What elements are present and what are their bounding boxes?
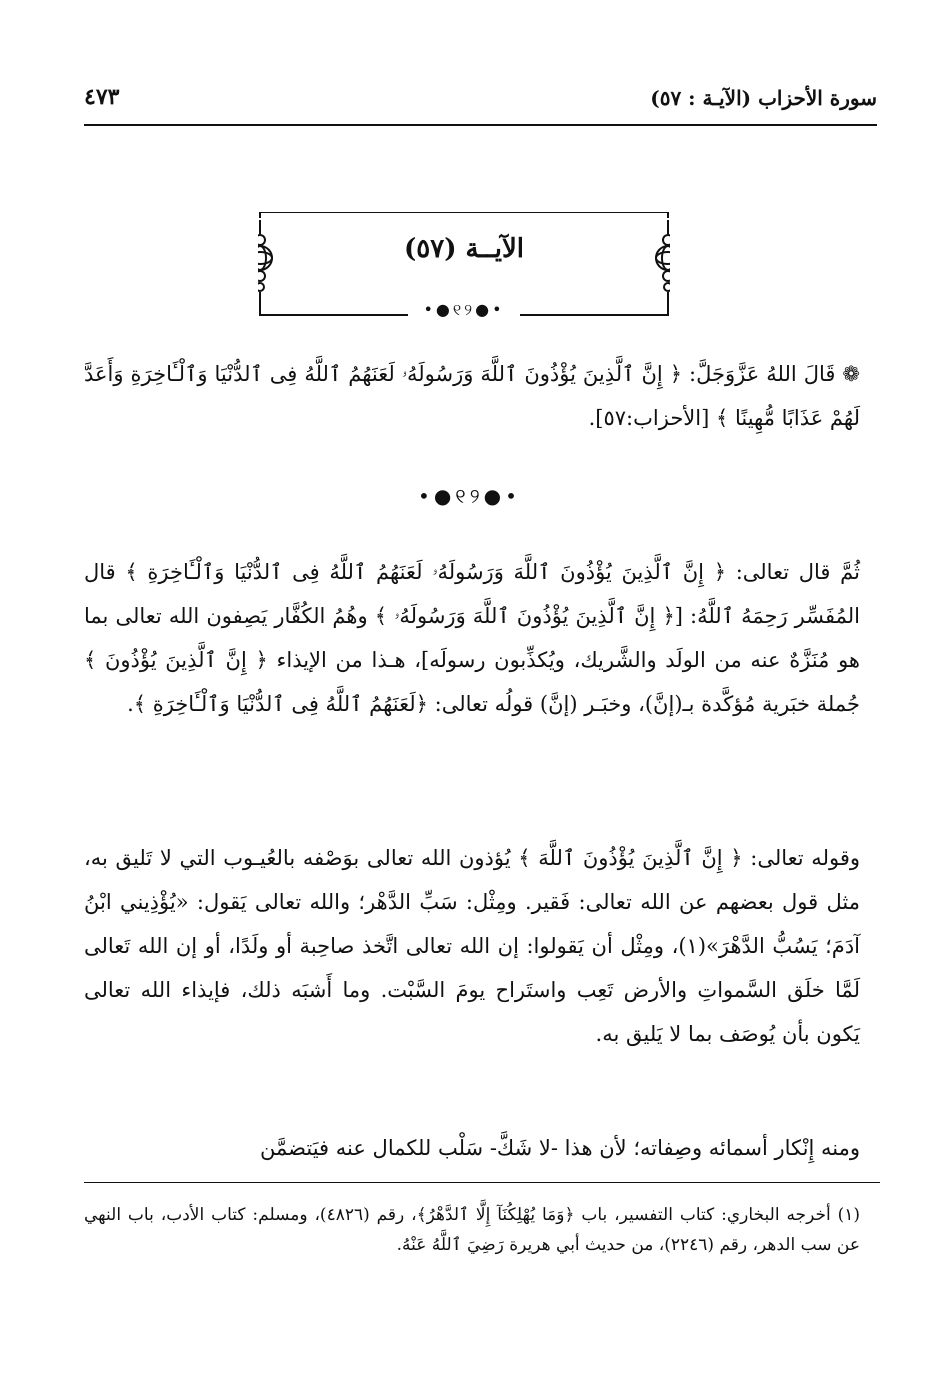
footnote: (١) أخرجه البخاري: كتاب التفسير، باب ﴿وَمَا يُهْلِكُنَآ إِلَّا ٱلدَّهْرُ﴾، رقم (٤٨٢٦)، ومسلم: كتاب الأدب، باب النهي عن سب الدهر، رقم (٢٢٤٦)، من حديث أبي هريرة رَضِيَ ٱللَّهُ عَنْهُ. [84, 1205, 860, 1255]
surah-title: سورة الأحزاب (الآيـة : ٥٧) [650, 86, 877, 110]
page-number: ٤٧٣ [84, 84, 120, 110]
footnote-divider [84, 1182, 880, 1183]
quran-quote: ❁ قَالَ اللهُ عَزَّوَجَلَّ: ﴿ إِنَّ ٱلَّذِينَ يُؤْذُونَ ٱللَّهَ وَرَسُولَهُۥ لَعَنَهُمُ ٱللَّهُ فِى ٱلدُّنْيَا وَٱلْـَٔاخِرَةِ وَأَعَدَّ لَهُمْ عَذَابًا مُّهِينًا ﴾ [الأحزاب:٥٧]. [84, 362, 860, 430]
section-title-frame [258, 212, 670, 319]
paragraph-3: ومنه إِنْكار أسمائه وصِفاته؛ لأن هذا -لا شَكَّ- سَلْب للكمال عنه فيَتضمَّن [260, 1136, 860, 1160]
page-header [84, 84, 877, 126]
paragraph-2: وقوله تعالى: ﴿ إِنَّ ٱلَّذِينَ يُؤْذُونَ ٱللَّهَ ﴾ يُؤذون الله تعالى بوَصْفه بالعُيـوب التي لا تَليق به، مثل قول بعضهم عن الله تعالى: فَقير. ومِثْل: سَبِّ الدَّهْر؛ والله تعالى يَقول: «يُؤْذِيني ابْنُ آدَمَ؛ يَسُبُّ الدَّهْرَ»(١)، ومِثْل أن يَقولوا: إن الله تعالى اتَّخذ صاحِبة أو ولَدًا، أو إن الله تَعالى لَمَّا خلَق السَّمواتِ والأرض تَعِب واستَراح يومَ السَّبْت. وما أَشبَه ذلك، فإيذاء الله تعالى يَكون بأن يُوصَف بما لا يَليق به. [84, 846, 860, 1046]
paragraph-1: ثُمَّ قال تعالى: ﴿ إِنَّ ٱلَّذِينَ يُؤْذُونَ ٱللَّهَ وَرَسُولَهُۥ لَعَنَهُمُ ٱللَّهُ فِى ٱلدُّنْيَا وَٱلْـَٔاخِرَةِ ﴾ قال المُفَسِّر رَحِمَهُ ٱللَّهُ: [﴿ إِنَّ ٱلَّذِينَ يُؤْذُونَ ٱللَّهَ وَرَسُولَهُۥ ﴾ وهُمُ الكُفَّار يَصِفون الله تعالى بما هو مُنَزَّهٌ عنه من الولَد والشَّريك، ويُكذِّبون رسولَه]، هـذا من الإيذاء ﴿ إِنَّ ٱلَّذِينَ يُؤْذُونَ ﴾ جُملة خبَرية مُؤكَّدة بـ(إنَّ)، وخبَـر (إنَّ) قولُه تعالى: ﴿لَعَنَهُمُ ٱللَّهُ فِى ٱلدُّنْيَا وَٱلْـَٔاخِرَةِ ﴾. [84, 560, 860, 716]
title-ornament: •●୧୨●• [423, 300, 505, 319]
section-title: الآيــة (٥٧) [403, 234, 525, 264]
separator-ornament: •●୧୨●• [418, 484, 521, 508]
